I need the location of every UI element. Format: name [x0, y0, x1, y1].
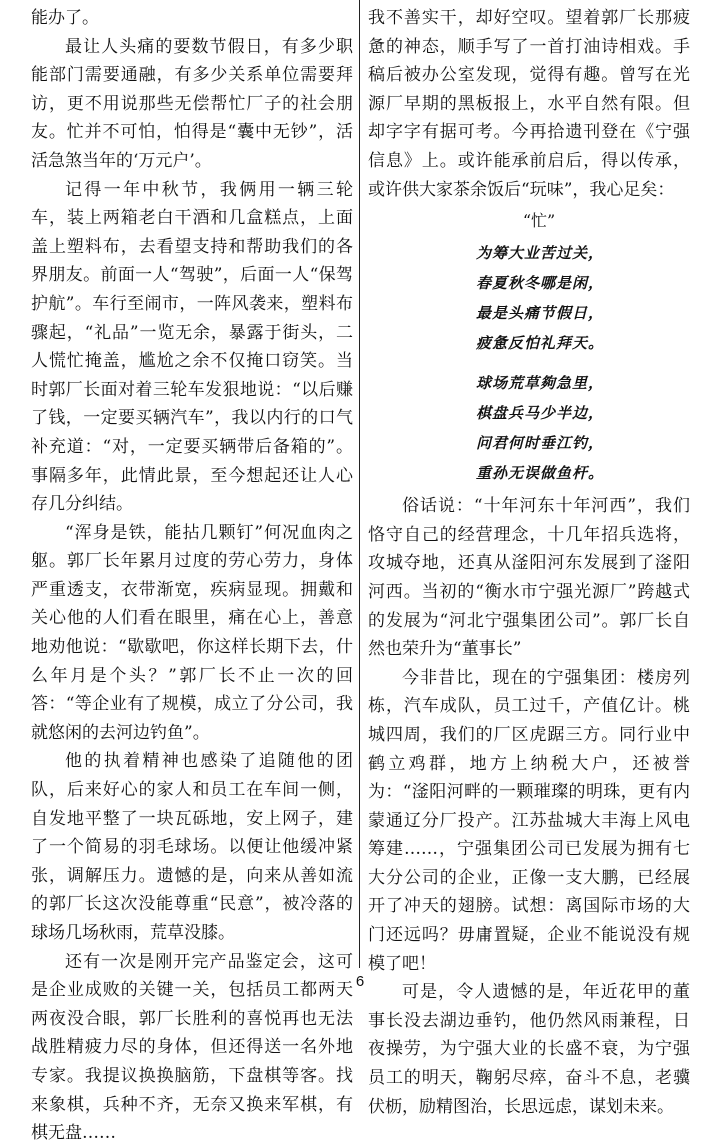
paragraph: 记得一年中秋节，我俩用一辆三轮车，装上两箱老白干酒和几盒糕点，上面盖上塑料布，去看望支持和帮助我们的各界朋友。前面一人“驾驶”，后面一人“保驾护航”。车行至闹市，一阵风袭来，塑料布骤起，“礼品”一览无余，暴露于街头，二人慌忙掩盖，尴尬之余不仅掩口窃笑。当时郭厂长面对着三轮车发狠地说：“以后赚了钱，一定要买辆汽车”，我以内行的口气补充道：“对，一定要买辆带后备箱的”。事隔多年，此情此景，至今想起还让人心存几分纠结。: [31, 179, 353, 515]
poem-line: 重孙无误做鱼杆。: [476, 464, 605, 483]
poem-line: 问君何时垂江钓，: [476, 434, 605, 453]
poem: [368, 208, 690, 488]
paragraph: 还有一次是刚开完产品鉴定会，这可是企业成败的关键一关，包括员工都两天两夜没合眼，郭厂长胜利的喜悦再也无法战胜精疲力尽的身体，但还得送一名外地专家。我提议换换脑筋，下盘棋等客。找来象棋，兵种不齐，无奈又换来军棋，有棋无盘……: [31, 951, 353, 1144]
poem-stanza: [476, 368, 690, 488]
poem-line: 最是头痛节假日，: [476, 304, 605, 323]
poem-title: “忙”: [522, 211, 556, 231]
paragraph: 他的执着精神也感染了追随他的团队，后来好心的家人和员工在车间一侧，自发地平整了一块瓦砾地，安上网子，建了一个简易的羽毛球场。以便让他缓冲紧张，调解压力。遗憾的是，向来从善如流的郭厂长这次没能尊重“民意”，被冷落的球场几场秋雨，荒草没膝。: [31, 751, 353, 943]
poem-line: 疲惫反怕礼拜天。: [476, 334, 605, 353]
paragraph: “浑身是铁，能拈几颗钉”何况血肉之躯。郭厂长年累月过度的劳心劳力，身体严重透支，衣带渐宽，疾病显现。拥戴和关心他的人们看在眼里，痛在心上，善意地劝他说：“歇歇吧，你这样长期下去，什么年月是个头？”郭厂长不止一次的回答：“等企业有了规模，成立了分公司，我就悠闲的去河边钓鱼”。: [31, 522, 353, 743]
paragraph: 可是，令人遗憾的是，年近花甲的董事长没去湖边垂钓，他仍然风雨兼程，日夜操劳，为宁强大业的长盛不衰，为宁强员工的明天，鞠躬尽瘁，奋斗不息，老骥伏枥，励精图治，长思远虑，谋划未来。: [368, 982, 690, 1117]
paragraph: 我不善实干，却好空叹。望着郭厂长那疲惫的神态，顺手写了一首打油诗相戏。手稿后被办公室发现，觉得有趣。曾写在光源厂早期的黑板报上，水平自然有限。但却字字有据可考。今再拾遗刊登在《宁强信息》上。或许能承前启后，得以传承，或许供大家茶余饭后“玩味”，我心足矣：: [368, 8, 690, 200]
page-number: 6: [355, 973, 365, 990]
paragraph: 最让人头痛的要数节假日，有多少职能部门需要通融，有多少关系单位需要拜访，更不用说那些无偿帮忙厂子的社会朋友。忙并不可怕，怕得是“囊中无钞”，活活急煞当年的‘万元户’。: [31, 36, 353, 171]
paragraph: 能办了。: [31, 8, 99, 28]
poem-line: 球场荒草夠急里，: [476, 374, 605, 393]
poem-line: 棋盘兵马少半边，: [476, 404, 605, 423]
paragraph: 今非昔比，现在的宁强集团：楼房列栋，汽车成队，员工过千，产值亿计。桃城四周，我们的厂区虎踞三方。同行业中鹤立鸡群，地方上纳税大户，还被誉为：“滏阳河畔的一颗璀璨的明珠，更有内蒙通辽分厂投产。江苏盐城大丰海上风电筹建……，宁强集团公司已发展为拥有七大分公司的企业，正像一支大鹏，已经展开了冲天的翅膀。试想：离国际市场的大门还远吗？毋庸置疑，企业不能说没有规模了吧！: [368, 667, 690, 974]
poem-stanza: [476, 238, 690, 358]
column-divider: [359, 0, 360, 968]
poem-line: 春夏秋冬哪是闲，: [476, 274, 605, 293]
right-column: [368, 4, 690, 1121]
paragraph: 俗话说：“十年河东十年河西”，我们恪守自己的经营理念，十几年招兵选将，攻城夺地，还真从滏阳河东发展到了滏阳河西。当初的“衡水市宁强光源厂”跨越式的发展为“河北宁强集团公司”。郭厂长自然也荣升为“董事长”: [368, 496, 690, 660]
poem-line: 为筹大业苦过关，: [476, 244, 605, 263]
